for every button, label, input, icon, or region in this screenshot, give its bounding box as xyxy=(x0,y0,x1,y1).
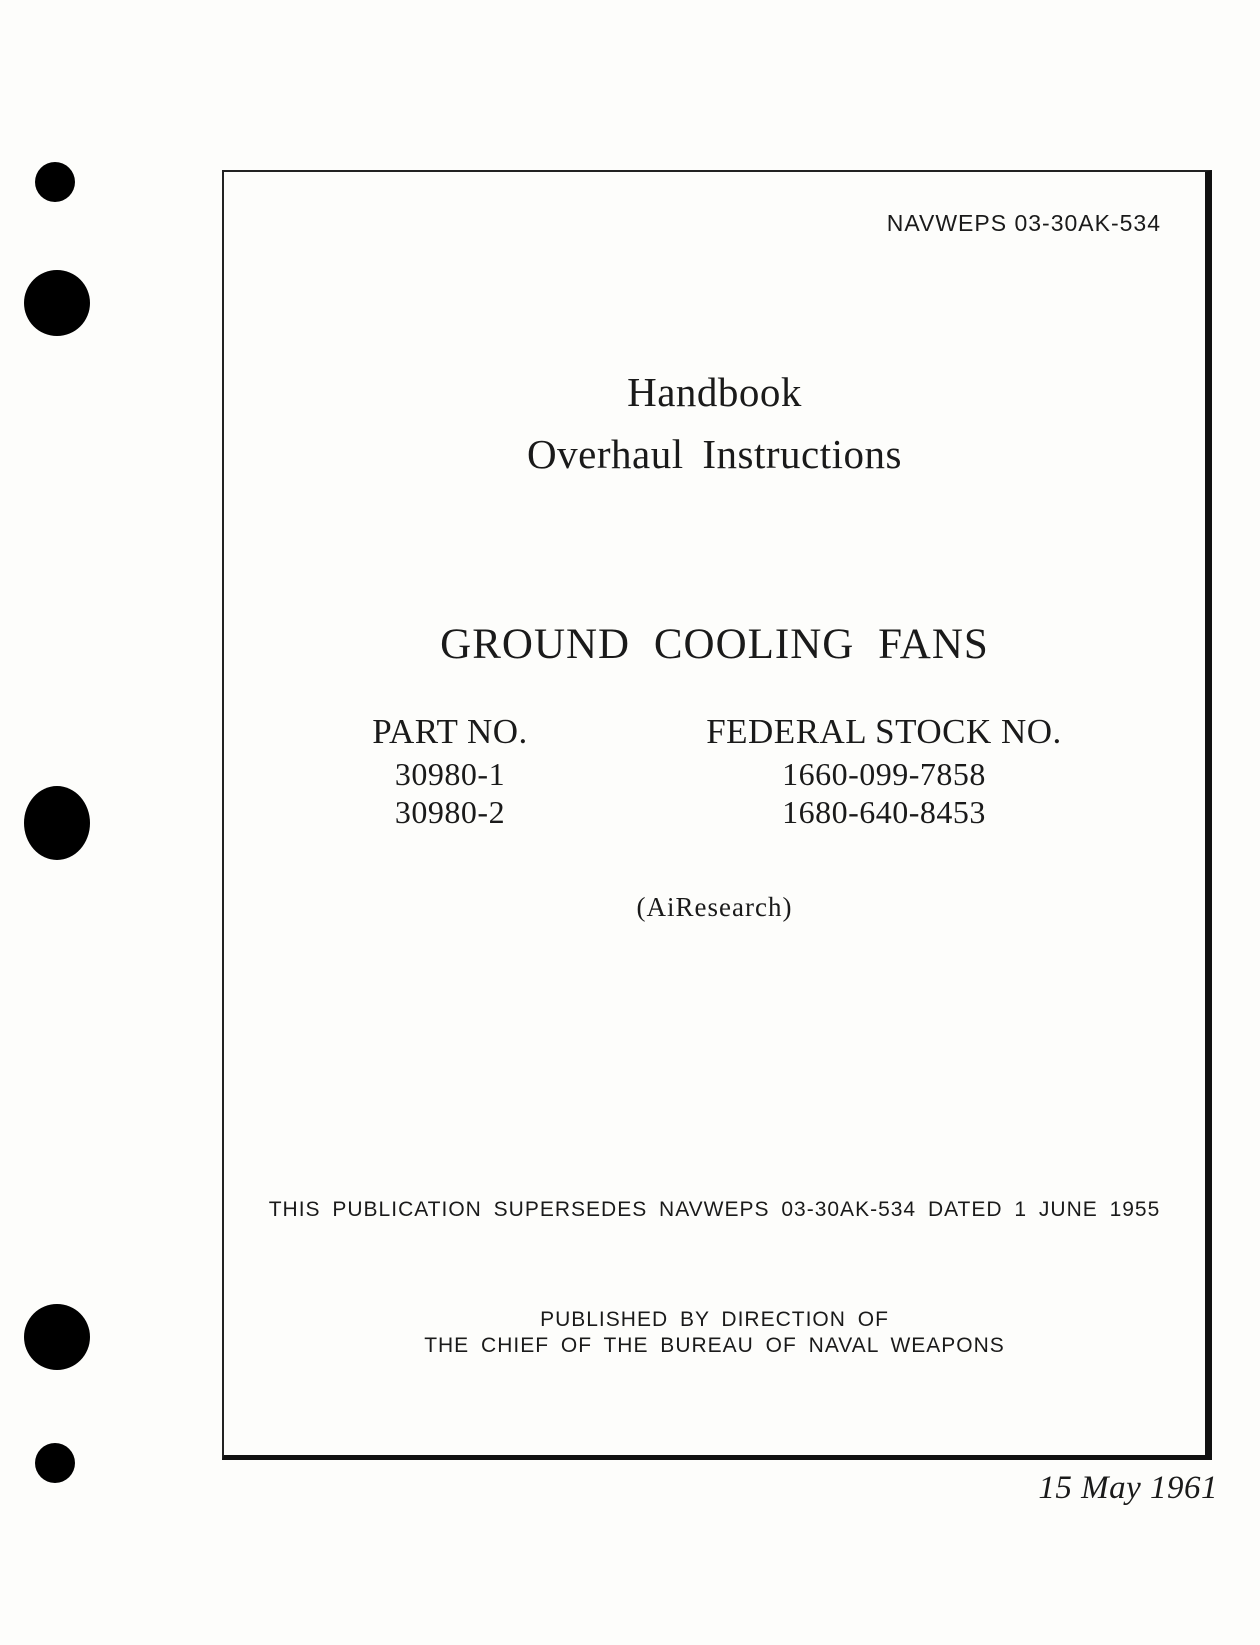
part-number-column xyxy=(350,712,550,832)
binder-hole xyxy=(35,1443,75,1483)
binder-hole xyxy=(24,786,90,860)
publication-date: 15 May 1961 xyxy=(1038,1470,1218,1506)
document-number: NAVWEPS 03-30AK-534 xyxy=(886,210,1161,236)
part-number-value: 30980-2 xyxy=(394,794,506,830)
binder-hole xyxy=(24,1304,90,1370)
manufacturer: (AiResearch) xyxy=(636,892,793,922)
federal-stock-number-value: 1660-099-7858 xyxy=(782,756,986,792)
cover-frame xyxy=(222,170,1212,1460)
published-by-line-1: PUBLISHED BY DIRECTION OF xyxy=(540,1308,889,1331)
supersedes-notice: THIS PUBLICATION SUPERSEDES NAVWEPS 03-30AK-534 DATED 1 JUNE 1955 xyxy=(268,1198,1161,1221)
federal-stock-number-column xyxy=(684,712,1084,832)
main-title: GROUND COOLING FANS xyxy=(440,621,989,668)
title-handbook: Handbook xyxy=(627,369,802,415)
binder-hole xyxy=(24,270,90,336)
federal-stock-number-value: 1680-640-8453 xyxy=(782,794,986,830)
published-by-line-2: THE CHIEF OF THE BUREAU OF NAVAL WEAPONS xyxy=(424,1334,1005,1357)
part-number-heading: PART NO. xyxy=(372,712,528,751)
part-number-value: 30980-1 xyxy=(394,756,506,792)
title-overhaul-instructions: Overhaul Instructions xyxy=(527,431,902,477)
binder-hole xyxy=(35,162,75,202)
federal-stock-number-heading: FEDERAL STOCK NO. xyxy=(706,712,1062,751)
